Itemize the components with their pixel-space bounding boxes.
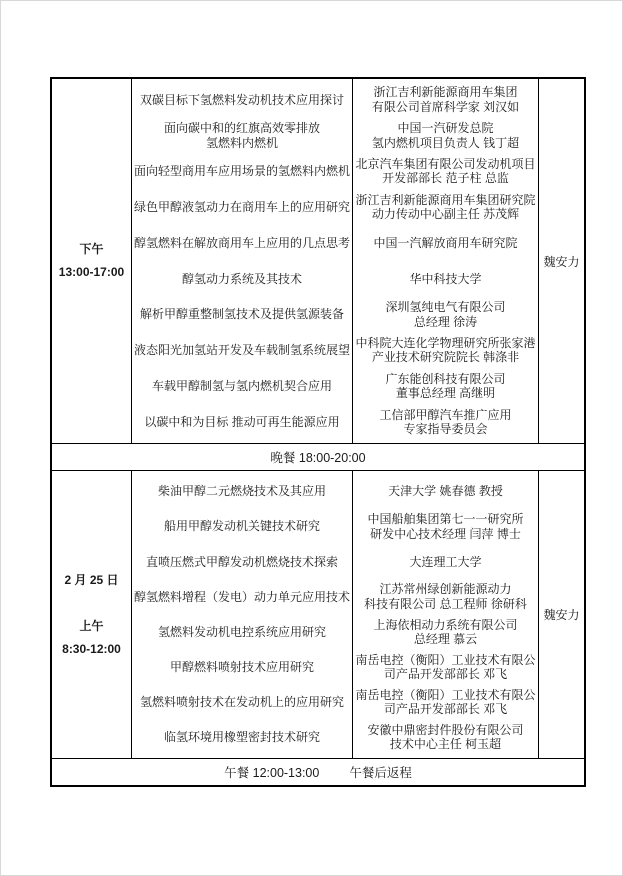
talk-topic xyxy=(132,579,352,614)
text-line: 中国一汽解放商用车研究院 xyxy=(373,235,518,250)
talk-speaker xyxy=(353,154,538,190)
text-line: 广东能创科技有限公司 xyxy=(385,371,506,386)
talk-topic xyxy=(132,118,352,154)
talk-topic xyxy=(132,544,352,579)
text-line: 总经理 徐涛 xyxy=(413,314,478,329)
text-line: 动力传动中心副主任 苏茂辉 xyxy=(371,207,520,222)
talk-speaker xyxy=(353,261,538,297)
text-line: 南岳电控（衡阳）工业技术有限公 xyxy=(355,652,536,667)
dinner-label: 晚餐 18:00-20:00 xyxy=(270,451,366,465)
talk-topic xyxy=(132,404,352,440)
text-line: 醇氢燃料增程（发电）动力单元应用技术 xyxy=(133,589,350,604)
text-line: 司产品开发部部长 邓飞 xyxy=(383,667,508,682)
text-line: 面向碳中和的红旗高效零排放 xyxy=(163,121,320,136)
dinner-row xyxy=(52,443,584,470)
text-line: 中国船舶集团第七一一研究所 xyxy=(367,512,524,527)
talk-speaker xyxy=(353,650,538,685)
talk-speaker xyxy=(353,579,538,614)
talk-speaker xyxy=(353,685,538,720)
talk-topic xyxy=(132,189,352,225)
text-line: 华中科技大学 xyxy=(409,271,482,286)
text-line: 氢燃料发动机电控系统应用研究 xyxy=(157,624,326,639)
text-line: 司产品开发部部长 邓飞 xyxy=(383,702,508,717)
talk-topic xyxy=(132,474,352,509)
text-line: 上海依相动力系统有限公司 xyxy=(373,617,518,632)
text-line: 产业技术研究院院长 韩涤非 xyxy=(371,350,520,365)
talk-speaker xyxy=(353,615,538,650)
session-morning-topic-list xyxy=(132,471,353,758)
session-afternoon xyxy=(52,79,584,443)
text-line: 江苏常州绿创新能源动力 xyxy=(379,582,512,597)
lunch-label: 午餐 12:00-13:00 xyxy=(224,766,320,780)
lunch-row xyxy=(52,758,584,785)
text-line: 安徽中鼎密封件股份有限公司 xyxy=(367,722,524,737)
text-line: 以碳中和为目标 推动可再生能源应用 xyxy=(144,414,340,429)
text-line: 浙江吉利新能源商用车集团研究院 xyxy=(355,192,536,207)
time-line: 2 月 25 日 xyxy=(64,572,119,587)
text-line: 天津大学 姚春德 教授 xyxy=(388,484,503,499)
time-line: 8:30-12:00 xyxy=(62,641,121,656)
session-afternoon-host: 魏安力 xyxy=(543,254,580,269)
talk-topic xyxy=(132,154,352,190)
text-line: 中国一汽研发总院 xyxy=(397,121,494,136)
talk-speaker xyxy=(353,368,538,404)
talk-speaker xyxy=(353,544,538,579)
talk-speaker xyxy=(353,82,538,118)
talk-topic xyxy=(132,615,352,650)
text-line: 解析甲醇重整制氢技术及提供氢源装备 xyxy=(139,307,344,322)
text-line: 绿色甲醇液氢动力在商用车上的应用研究 xyxy=(133,200,350,215)
session-afternoon-time xyxy=(52,79,132,443)
text-line: 北京汽车集团有限公司发动机项目 xyxy=(355,156,536,171)
session-morning-host: 魏安力 xyxy=(543,608,580,622)
talk-topic xyxy=(132,720,352,755)
time-line: 上午 xyxy=(79,618,104,633)
talk-topic xyxy=(132,82,352,118)
text-line: 氢内燃机项目负责人 钱丁超 xyxy=(371,135,520,150)
session-morning-speaker-list xyxy=(353,471,539,758)
text-line: 专家指导委员会 xyxy=(403,422,488,437)
session-morning-feb25 xyxy=(52,470,584,758)
session-morning-time xyxy=(52,471,132,758)
talk-speaker xyxy=(353,474,538,509)
time-line xyxy=(90,592,93,615)
talk-topic xyxy=(132,650,352,685)
talk-speaker xyxy=(353,189,538,225)
talk-topic xyxy=(132,509,352,544)
talk-topic xyxy=(132,297,352,333)
text-line: 氢燃料内燃机 xyxy=(205,135,278,150)
time-line: 13:00-17:00 xyxy=(58,265,125,279)
talk-speaker xyxy=(353,118,538,154)
text-line: 南岳电控（衡阳）工业技术有限公 xyxy=(355,687,536,702)
text-line: 临氢环境用橡塑密封技术研究 xyxy=(163,730,320,745)
text-line: 开发部部长 范子柱 总监 xyxy=(382,171,509,186)
text-line: 中科院大连化学物理研究所张家港 xyxy=(355,335,536,350)
talk-speaker xyxy=(353,333,538,369)
text-line: 液态阳光加氢站开发及车载制氢系统展望 xyxy=(133,343,350,358)
talk-topic xyxy=(132,225,352,261)
text-line: 面向轻型商用车应用场景的氢燃料内燃机 xyxy=(133,164,350,179)
text-line: 浙江吉利新能源商用车集团 xyxy=(373,85,518,100)
talk-speaker xyxy=(353,297,538,333)
text-line: 大连理工大学 xyxy=(409,554,482,569)
text-line: 有限公司首席科学家 刘汉如 xyxy=(371,99,520,114)
text-line: 总经理 慕云 xyxy=(413,632,478,647)
talk-speaker xyxy=(353,225,538,261)
talk-topic xyxy=(132,261,352,297)
text-line: 研发中心技术经理 闫萍 博士 xyxy=(370,526,521,541)
text-line: 氢燃料喷射技术在发动机上的应用研究 xyxy=(139,695,344,710)
session-afternoon-speaker-list xyxy=(353,79,539,443)
text-line: 董事总经理 高继明 xyxy=(395,386,496,401)
text-line: 技术中心主任 柯玉超 xyxy=(389,737,502,752)
text-line: 柴油甲醇二元燃烧技术及其应用 xyxy=(157,484,326,499)
talk-topic xyxy=(132,333,352,369)
text-line: 醇氢燃料在解放商用车上应用的几点思考 xyxy=(133,235,350,250)
text-line: 甲醇燃料喷射技术应用研究 xyxy=(169,659,314,674)
schedule-table xyxy=(50,77,586,787)
text-line: 船用甲醇发动机关键技术研究 xyxy=(163,519,320,534)
time-line: 下午 xyxy=(79,242,104,256)
text-line: 工信部甲醇汽车推广应用 xyxy=(379,407,512,422)
text-line: 科技有限公司 总工程师 徐研科 xyxy=(364,596,527,611)
text-line: 双碳目标下氢燃料发动机技术应用探讨 xyxy=(139,92,344,107)
return-trip-label: 午餐后返程 xyxy=(349,766,412,780)
talk-speaker xyxy=(353,720,538,755)
talk-speaker xyxy=(353,509,538,544)
text-line: 车载甲醇制氢与氢内燃机契合应用 xyxy=(151,379,332,394)
text-line: 直喷压燃式甲醇发动机燃烧技术探索 xyxy=(145,554,338,569)
talk-speaker xyxy=(353,404,538,440)
session-afternoon-topic-list xyxy=(132,79,353,443)
text-line: 醇氢动力系统及其技术 xyxy=(181,271,302,286)
text-line: 深圳氢纯电气有限公司 xyxy=(385,300,506,315)
talk-topic xyxy=(132,368,352,404)
talk-topic xyxy=(132,685,352,720)
